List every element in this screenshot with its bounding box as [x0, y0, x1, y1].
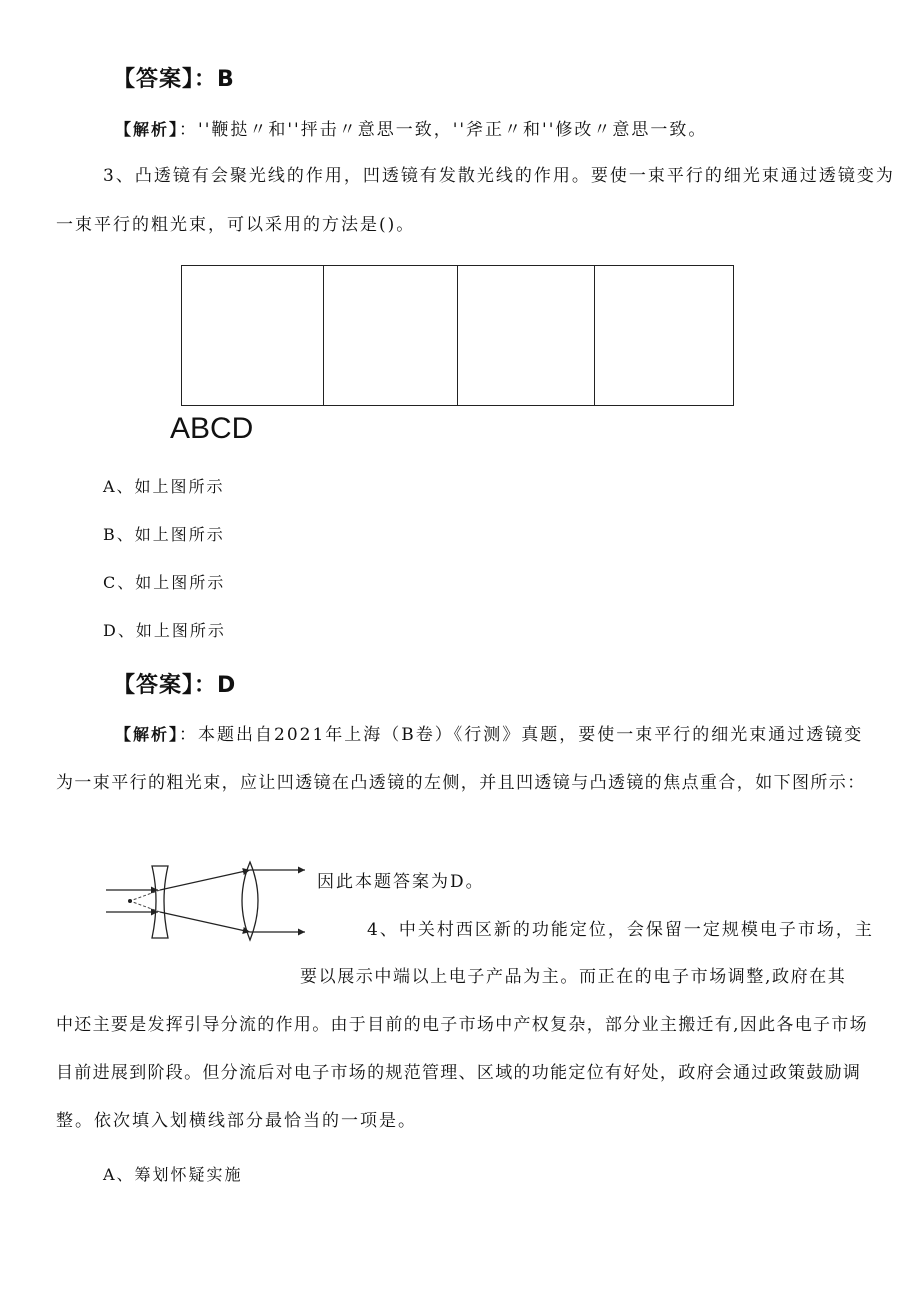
- figure-cell-b: [324, 266, 458, 405]
- answer-label: 【答案】: [113, 673, 195, 698]
- answer-value: ：B: [194, 67, 235, 92]
- analysis-text: ：''鞭挞〃和''抨击〃意思一致，''斧正〃和''修改〃意思一致。: [179, 120, 708, 140]
- analysis-line-2b: 为一束平行的粗光束，应让凹透镜在凸透镜的左侧，并且凹透镜与凸透镜的焦点重合，如下图所示：: [56, 773, 866, 793]
- analysis-text: ：本题出自2021年上海（B卷）《行测》真题，要使一束平行的细光束通过透镜变: [179, 725, 864, 745]
- option-a: A、如上图所示: [103, 477, 225, 496]
- question-3-line-2: 一束平行的粗光束，可以采用的方法是()。: [56, 215, 416, 235]
- lens-diagram: [100, 858, 312, 946]
- question-4-line-4: 目前进展到阶段。但分流后对电子市场的规范管理、区域的功能定位有好处，政府会通过政策鼓励调: [56, 1063, 862, 1083]
- answer-label: 【答案】: [113, 67, 195, 92]
- focus-point: [128, 899, 132, 903]
- figure-cell-c: [458, 266, 595, 405]
- lens-options-figure: [181, 265, 734, 406]
- diverging-ray-top: [160, 870, 250, 890]
- diverging-ray-bottom: [160, 912, 250, 932]
- answer-line-2: [113, 668, 236, 699]
- analysis-line-1: [115, 115, 707, 140]
- analysis-label: 【解析】: [115, 725, 180, 744]
- question-4-line-5: 整。依次填入划横线部分最恰当的一项是。: [56, 1111, 417, 1131]
- question-4-line-2: 要以展示中端以上电子产品为主。而正在的电子市场调整,政府在其: [300, 967, 847, 987]
- answer-line-1: [113, 62, 235, 93]
- answer-value: ：D: [194, 673, 237, 698]
- q4-option-a: A、筹划怀疑实施: [103, 1165, 243, 1184]
- question-4-line-1: 4、中关村西区新的功能定位，会保留一定规模电子市场，主: [367, 920, 874, 940]
- conclusion-text: 因此本题答案为D。: [317, 872, 485, 892]
- convex-lens: [242, 862, 258, 940]
- figure-caption: ABCD: [170, 412, 254, 445]
- concave-lens: [152, 866, 168, 938]
- figure-cell-a: [182, 266, 324, 405]
- question-3-line-1: 3、凸透镜有会聚光线的作用，凹透镜有发散光线的作用。要使一束平行的细光束通过透镜变为: [103, 166, 895, 186]
- option-d: D、如上图所示: [103, 621, 226, 640]
- option-c: C、如上图所示: [103, 573, 226, 592]
- question-4-line-3: 中还主要是发挥引导分流的作用。由于目前的电子市场中产权复杂，部分业主搬迁有,因此各电子市场: [56, 1015, 868, 1035]
- figure-cell-d: [595, 266, 733, 405]
- analysis-line-2a: [115, 720, 863, 745]
- option-b: B、如上图所示: [103, 525, 225, 544]
- analysis-label: 【解析】: [115, 120, 180, 139]
